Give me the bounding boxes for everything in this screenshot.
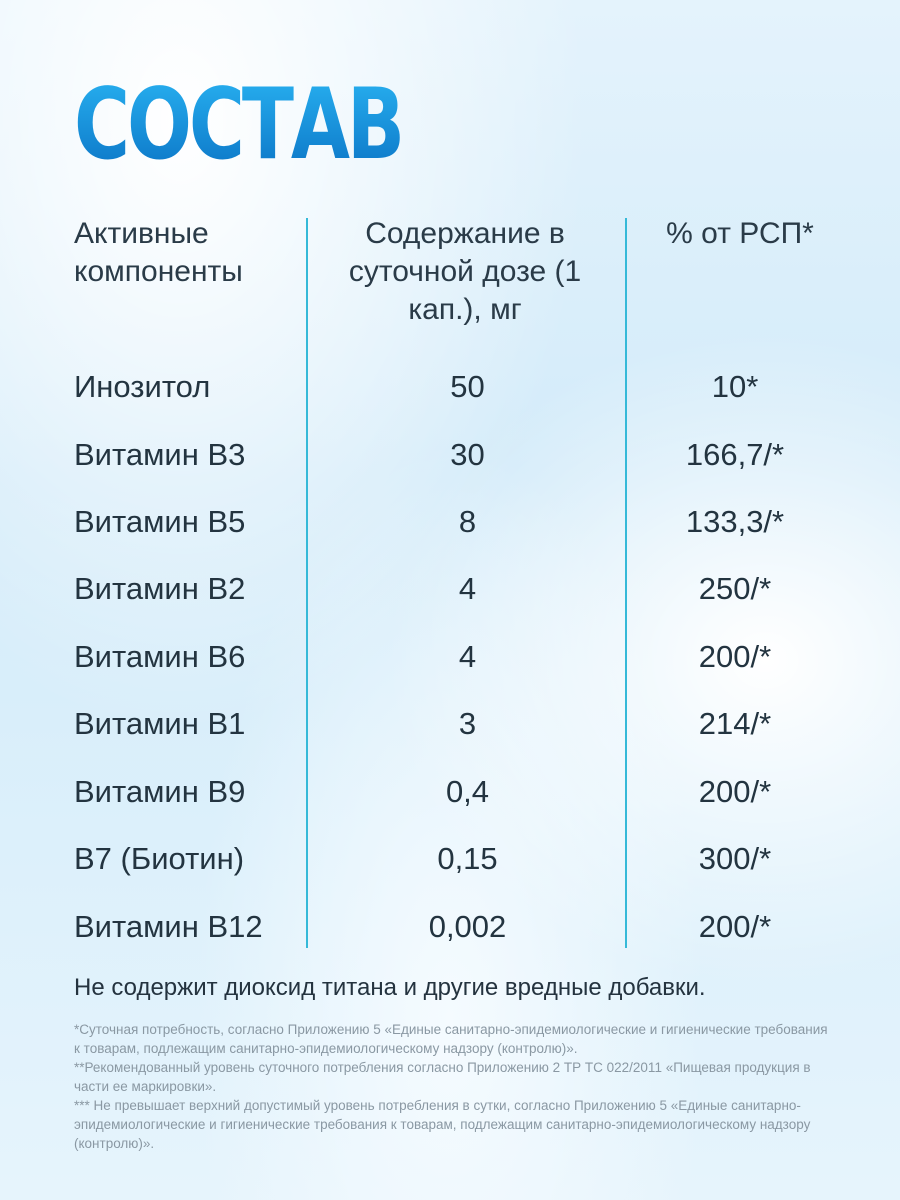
- component-dose: 4: [458, 571, 477, 606]
- component-dose: 50: [450, 369, 485, 404]
- no-additives-note: Не содержит диоксид титана и другие вредные добавки.: [74, 974, 706, 1001]
- footnote-3: *** Не превышает верхний допустимый уровень потребления в сутки, согласно Приложению 5 «Единые санитарно-эпидемиологические и гигиенические требования к товарам, подлежащим санитарно-эпидемиологическому надзору (контролю)».: [74, 1098, 811, 1151]
- component-dose: 0,4: [445, 774, 490, 809]
- table-row: [0, 699, 900, 749]
- component-percent: 166,7/*: [685, 437, 785, 472]
- footnote-2: **Рекомендованный уровень суточного потребления согласно Приложению 2 ТР ТС 022/2011 «Пищевая продукция в части ее маркировки».: [74, 1060, 811, 1094]
- component-percent: 133,3/*: [685, 504, 785, 539]
- component-name: Витамин В2: [74, 571, 246, 606]
- component-name: Инозитол: [74, 369, 211, 404]
- header-components: Активные компоненты: [74, 217, 243, 288]
- component-dose: 0,15: [437, 841, 498, 876]
- table-row: [0, 767, 900, 817]
- header-percent: % от РСП*: [666, 217, 814, 250]
- component-percent: 200/*: [698, 774, 772, 809]
- component-dose: 4: [458, 639, 477, 674]
- table-row: [0, 497, 900, 547]
- component-name: Витамин В3: [74, 437, 246, 472]
- table-row: [0, 632, 900, 682]
- footnotes: [74, 1020, 834, 1153]
- table-row: [0, 362, 900, 412]
- component-dose: 3: [458, 706, 477, 741]
- component-dose: 30: [450, 437, 485, 472]
- component-percent: 10*: [711, 369, 759, 404]
- component-name: Витамин В6: [74, 639, 246, 674]
- component-name: Витамин В1: [74, 706, 246, 741]
- component-percent: 214/*: [698, 706, 772, 741]
- component-dose: 0,002: [428, 909, 507, 944]
- header-dose: Содержание в суточной дозе (1 кап.), мг: [348, 217, 582, 326]
- table-row: [0, 902, 900, 952]
- footnote-1: *Суточная потребность, согласно Приложению 5 «Единые санитарно-эпидемиологические и гигиенические требования к товарам, подлежащим санитарно-эпидемиологическому надзору (контролю)».: [74, 1022, 828, 1056]
- page-title: СОСТАВ: [74, 68, 403, 182]
- component-percent: 200/*: [698, 909, 772, 944]
- component-percent: 200/*: [698, 639, 772, 674]
- component-name: Витамин В9: [74, 774, 246, 809]
- component-percent: 300/*: [698, 841, 772, 876]
- component-name: Витамин В5: [74, 504, 246, 539]
- component-name: Витамин В12: [74, 909, 263, 944]
- table-row: [0, 834, 900, 884]
- component-dose: 8: [458, 504, 477, 539]
- component-name: В7 (Биотин): [74, 841, 245, 876]
- table-row: [0, 564, 900, 614]
- component-percent: 250/*: [698, 571, 772, 606]
- table-row: [0, 430, 900, 480]
